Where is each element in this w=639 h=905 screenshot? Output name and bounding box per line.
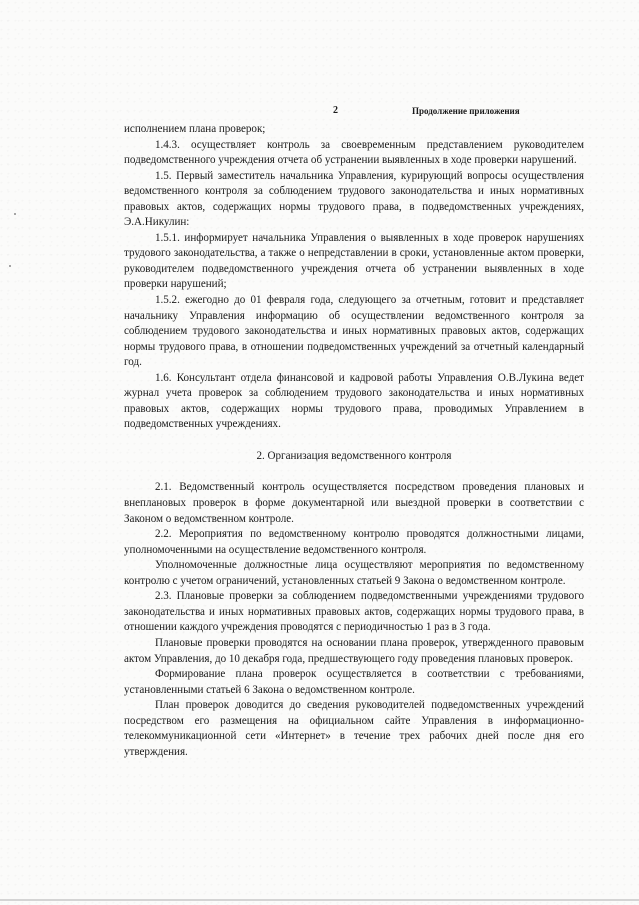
paragraph-1-5: 1.5. Первый заместитель начальника Управления, курирующий вопросы осуществления ведомственного контроля за соблюдением трудового законодательства и иных нормативных правовых актов, содержащих нормы трудового права, в подведомственных учреждениях, Э.А.Никулин: [124,169,584,229]
scan-speck [9,265,11,267]
scan-bottom-edge [0,899,639,901]
page-header [0,104,639,118]
header-title: Продолжение приложения [412,106,520,116]
paragraph-2-1: 2.1. Ведомственный контроль осуществляется посредством проведения плановых и внеплановых проверок в форме документарной или выездной проверки в соответствии с Законом о ведомственном контроле. [124,481,584,525]
paragraph-1-4-3: 1.4.3. осуществляет контроль за своевременным представлением руководителем подведомственного учреждения отчета об устранении выявленных в ходе проверки нарушений. [124,138,584,167]
paragraph-2-3: 2.3. Плановые проверки за соблюдением подведомственными учреждениями трудового законодательства и иных нормативных правовых актов, содержащих нормы трудового права, в отношении каждого учреждения проводятся с периодичностью 1 раз в 3 года. [124,590,584,634]
document-body [124,122,584,760]
paragraph-continuation: исполнением плана проверок; [124,123,266,135]
scan-speck [14,213,16,215]
paragraph-1-5-2: 1.5.2. ежегодно до 01 февраля года, следующего за отчетным, готовит и представляет начальнику Управления информацию об осуществлении ведомственного контроля за соблюдением трудового законодательства и иных нормативных правовых актов, содержащих нормы трудового права, в отношении подведомственных учреждений за отчетный календарный год. [124,294,584,369]
paragraph-plan-formation: Формирование плана проверок осуществляется в соответствии с требованиями, установленными статьей 6 Закона о ведомственном контроле. [124,668,584,696]
paragraph-2-2: 2.2. Мероприятия по ведомственному контролю проводятся должностными лицами, уполномоченными на осуществление ведомственного контроля. [124,528,584,556]
paragraph-plan-publication: План проверок доводится до сведения руководителей подведомственных учреждений посредством его размещения на официальном сайте Управления в информационно-телекоммуникационной сети «Интернет» в течение трех рабочих дней после дня его утверждения. [124,699,584,758]
paragraph-1-5-1: 1.5.1. информирует начальника Управления о выявленных в ходе проверок нарушениях трудового законодательства, а также о непредставлении в сроки, установленные актом проверки, руководителем подведомственного учреждения отчета об устранении выявленных в ходе проверки нарушений; [124,231,584,291]
section-heading: 2. Организация ведомственного контроля [256,449,452,462]
paragraph-1-6: 1.6. Консультант отдела финансовой и кадровой работы Управления О.В.Лукина ведет журнал учета проверок за соблюдением трудового законодательства и иных нормативных правовых актов, содержащих нормы трудового права, проводимых Управлением в подведомственных учреждениях. [124,371,584,431]
paragraph-scheduled-inspections: Плановые проверки проводятся на основании плана проверок, утвержденного правовым актом Управления, до 10 декабря года, предшествующего году проведения плановых проверок. [124,636,584,665]
page-number: 2 [333,105,338,116]
paragraph-authorized-officials: Уполномоченные должностные лица осуществляют мероприятия по ведомственному контролю с учетом ограничений, установленных статьей 9 Закона о ведомственном контроле. [124,559,584,587]
